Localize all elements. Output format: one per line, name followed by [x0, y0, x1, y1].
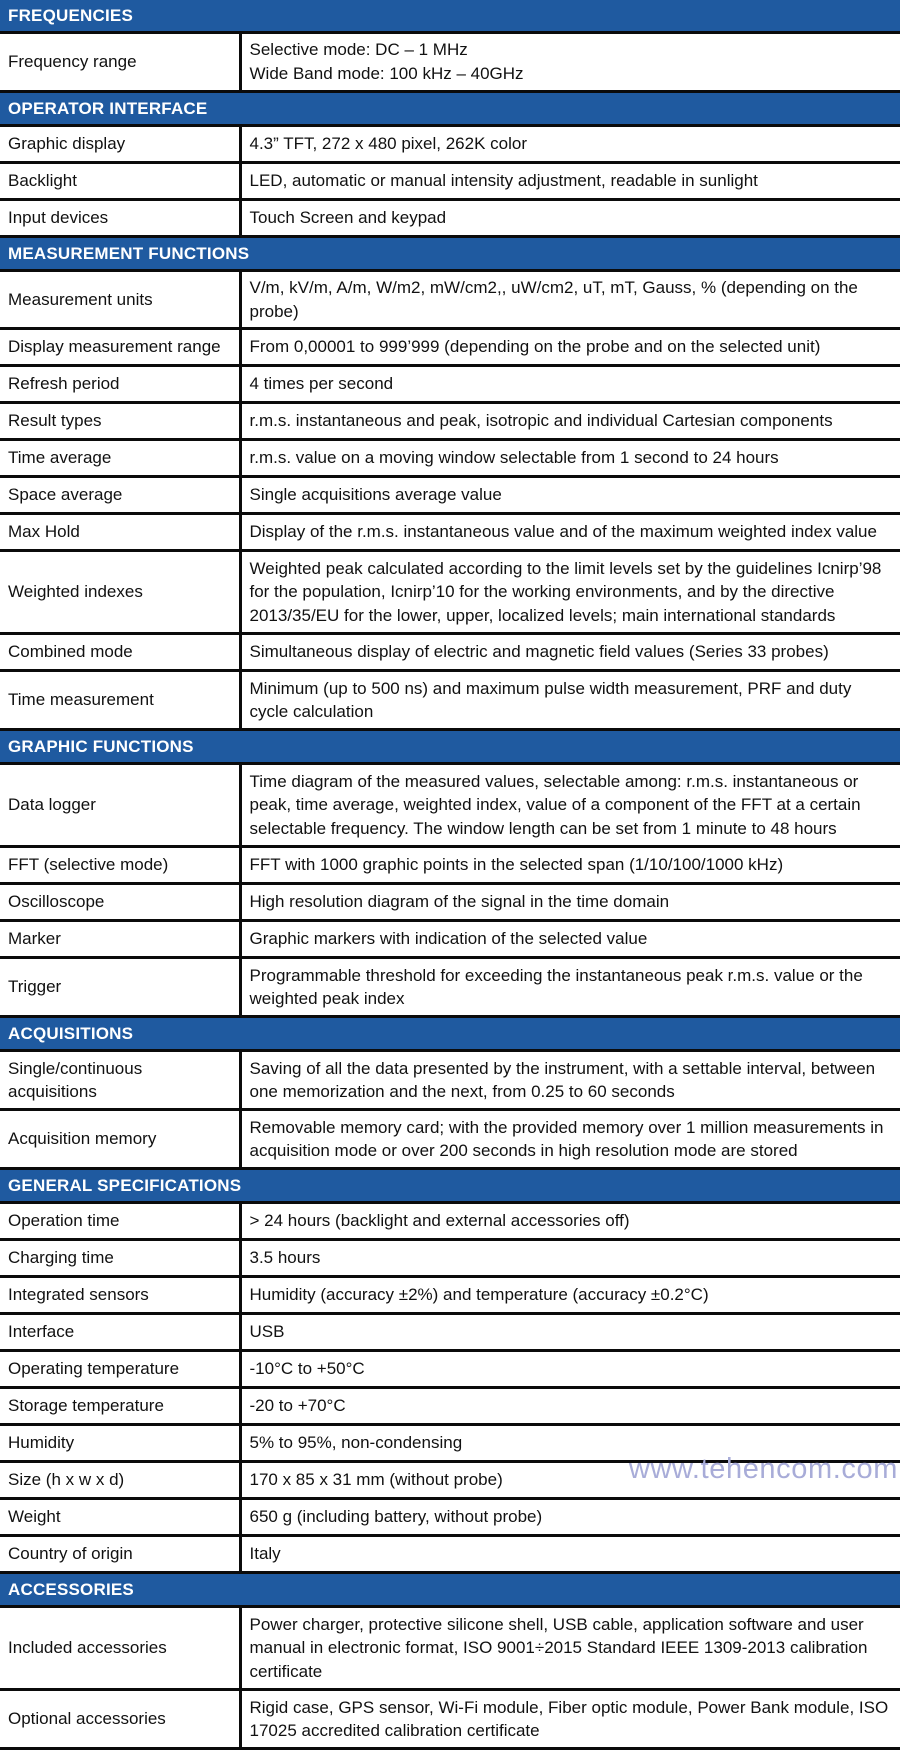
spec-row — [0, 1240, 900, 1277]
spec-value: Italy — [240, 1536, 900, 1573]
spec-label: Size (h x w x d) — [0, 1462, 240, 1499]
spec-value: r.m.s. instantaneous and peak, isotropic and individual Cartesian components — [240, 403, 900, 440]
spec-value: High resolution diagram of the signal in the time domain — [240, 884, 900, 921]
spec-label: Result types — [0, 403, 240, 440]
spec-row — [0, 884, 900, 921]
section-title: ACCESSORIES — [0, 1573, 900, 1607]
spec-row — [0, 1203, 900, 1240]
spec-label: Integrated sensors — [0, 1277, 240, 1314]
spec-value: Rigid case, GPS sensor, Wi-Fi module, Fiber optic module, Power Bank module, ISO 17025 accredited calibration certificate — [240, 1690, 900, 1749]
spec-row — [0, 1314, 900, 1351]
spec-row — [0, 366, 900, 403]
spec-value: 650 g (including battery, without probe) — [240, 1499, 900, 1536]
section-title: MEASUREMENT FUNCTIONS — [0, 237, 900, 271]
spec-label: Graphic display — [0, 126, 240, 163]
spec-row — [0, 921, 900, 958]
spec-value: Display of the r.m.s. instantaneous value and of the maximum weighted index value — [240, 514, 900, 551]
spec-row — [0, 634, 900, 671]
spec-label: Country of origin — [0, 1536, 240, 1573]
spec-row — [0, 1051, 900, 1110]
spec-row — [0, 126, 900, 163]
section-header — [0, 0, 900, 33]
spec-value: Single acquisitions average value — [240, 477, 900, 514]
spec-value: Removable memory card; with the provided memory over 1 million measurements in acquisition mode or over 200 seconds in high resolution mode are stored — [240, 1110, 900, 1169]
spec-value: Graphic markers with indication of the selected value — [240, 921, 900, 958]
spec-value: 3.5 hours — [240, 1240, 900, 1277]
section-header — [0, 1573, 900, 1607]
spec-value: LED, automatic or manual intensity adjustment, readable in sunlight — [240, 163, 900, 200]
spec-value: Selective mode: DC – 1 MHz Wide Band mode: 100 kHz – 40GHz — [240, 33, 900, 92]
spec-row — [0, 1499, 900, 1536]
spec-label: Weighted indexes — [0, 551, 240, 634]
spec-value: Minimum (up to 500 ns) and maximum pulse width measurement, PRF and duty cycle calculation — [240, 671, 900, 730]
spec-value: USB — [240, 1314, 900, 1351]
spec-row — [0, 33, 900, 92]
spec-label: Oscilloscope — [0, 884, 240, 921]
spec-value: 5% to 95%, non-condensing — [240, 1425, 900, 1462]
spec-label: Data logger — [0, 764, 240, 847]
spec-label: Storage temperature — [0, 1388, 240, 1425]
spec-label: Interface — [0, 1314, 240, 1351]
spec-row — [0, 163, 900, 200]
spec-value: Humidity (accuracy ±2%) and temperature (accuracy ±0.2°C) — [240, 1277, 900, 1314]
spec-label: Frequency range — [0, 33, 240, 92]
spec-row — [0, 477, 900, 514]
spec-label: Trigger — [0, 958, 240, 1017]
spec-row — [0, 958, 900, 1017]
spec-label: Acquisition memory — [0, 1110, 240, 1169]
spec-value: 170 x 85 x 31 mm (without probe) — [240, 1462, 900, 1499]
spec-value: V/m, kV/m, A/m, W/m2, mW/cm2,, uW/cm2, uT, mT, Gauss, % (depending on the probe) — [240, 271, 900, 329]
spec-row — [0, 329, 900, 366]
spec-row — [0, 1607, 900, 1690]
spec-row — [0, 271, 900, 329]
spec-row — [0, 403, 900, 440]
spec-row — [0, 1388, 900, 1425]
spec-row — [0, 847, 900, 884]
spec-value: Programmable threshold for exceeding the instantaneous peak r.m.s. value or the weighted peak index — [240, 958, 900, 1017]
spec-value: > 24 hours (backlight and external accessories off) — [240, 1203, 900, 1240]
spec-label: Max Hold — [0, 514, 240, 551]
spec-label: Charging time — [0, 1240, 240, 1277]
section-title: GRAPHIC FUNCTIONS — [0, 730, 900, 764]
section-header — [0, 1169, 900, 1203]
spec-label: Input devices — [0, 200, 240, 237]
spec-row — [0, 1351, 900, 1388]
section-header — [0, 730, 900, 764]
spec-row — [0, 440, 900, 477]
spec-label: Humidity — [0, 1425, 240, 1462]
spec-row — [0, 1536, 900, 1573]
spec-label: Operation time — [0, 1203, 240, 1240]
spec-label: Marker — [0, 921, 240, 958]
spec-value: FFT with 1000 graphic points in the selected span (1/10/100/1000 kHz) — [240, 847, 900, 884]
spec-row — [0, 671, 900, 730]
section-title: OPERATOR INTERFACE — [0, 92, 900, 126]
spec-value: Saving of all the data presented by the instrument, with a settable interval, between one memorization and the next, from 0.25 to 60 seconds — [240, 1051, 900, 1110]
section-title: FREQUENCIES — [0, 0, 900, 33]
spec-value: Simultaneous display of electric and magnetic field values (Series 33 probes) — [240, 634, 900, 671]
spec-row — [0, 1277, 900, 1314]
spec-row — [0, 514, 900, 551]
spec-label: Time measurement — [0, 671, 240, 730]
spec-value: 4.3” TFT, 272 x 480 pixel, 262K color — [240, 126, 900, 163]
spec-label: Optional accessories — [0, 1690, 240, 1749]
spec-label: Operating temperature — [0, 1351, 240, 1388]
section-title: ACQUISITIONS — [0, 1017, 900, 1051]
spec-label: Time average — [0, 440, 240, 477]
spec-row — [0, 764, 900, 847]
spec-value: From 0,00001 to 999’999 (depending on the probe and on the selected unit) — [240, 329, 900, 366]
spec-row — [0, 1110, 900, 1169]
spec-label: FFT (selective mode) — [0, 847, 240, 884]
section-header — [0, 237, 900, 271]
section-header — [0, 1017, 900, 1051]
spec-value: r.m.s. value on a moving window selectable from 1 second to 24 hours — [240, 440, 900, 477]
spec-row — [0, 200, 900, 237]
spec-label: Display measurement range — [0, 329, 240, 366]
spec-label: Refresh period — [0, 366, 240, 403]
spec-value: Weighted peak calculated according to the limit levels set by the guidelines Icnirp’98 for the population, Icnirp’10 for the working environments, and by the directive 2013/35/EU for the lower, upper, localized levels; main international standards — [240, 551, 900, 634]
spec-label: Included accessories — [0, 1607, 240, 1690]
spec-row — [0, 1690, 900, 1749]
spec-value: -20 to +70°C — [240, 1388, 900, 1425]
section-title: GENERAL SPECIFICATIONS — [0, 1169, 900, 1203]
spec-value: Touch Screen and keypad — [240, 200, 900, 237]
spec-label: Measurement units — [0, 271, 240, 329]
spec-value: Power charger, protective silicone shell, USB cable, application software and user manual in electronic format, ISO 9001÷2015 Standard IEEE 1309-2013 calibration certificate — [240, 1607, 900, 1690]
spec-label: Backlight — [0, 163, 240, 200]
spec-label: Space average — [0, 477, 240, 514]
spec-row — [0, 551, 900, 634]
spec-label: Combined mode — [0, 634, 240, 671]
spec-label: Weight — [0, 1499, 240, 1536]
spec-value: -10°C to +50°C — [240, 1351, 900, 1388]
section-header — [0, 92, 900, 126]
spec-value: 4 times per second — [240, 366, 900, 403]
spec-label: Single/continuous acquisitions — [0, 1051, 240, 1110]
spec-value: Time diagram of the measured values, selectable among: r.m.s. instantaneous or peak, time average, weighted index, value of a component of the FFT at a certain selectable frequency. The window length can be set from 1 minute to 48 hours — [240, 764, 900, 847]
watermark-text: www.tehencom.com — [628, 1453, 898, 1485]
